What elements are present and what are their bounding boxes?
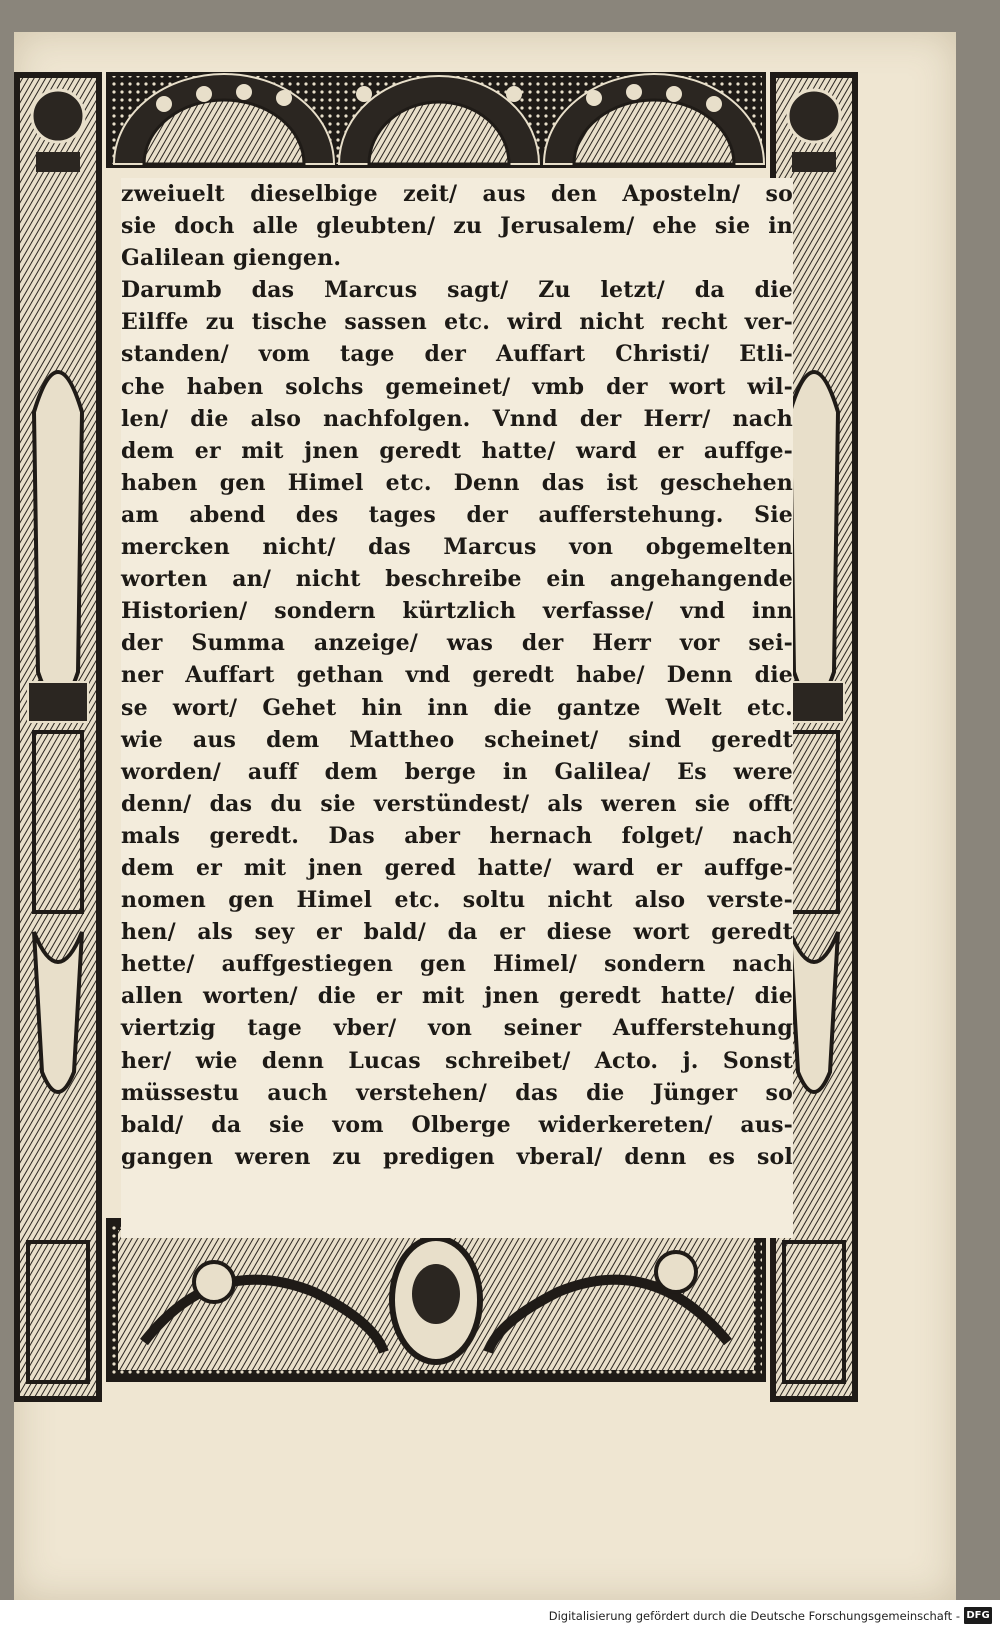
text-line: Eilffe zu tische sassen etc. wird nicht recht ver- bbox=[121, 309, 793, 336]
dfg-logo: DFG bbox=[964, 1607, 992, 1624]
text-line: gangen weren zu predigen vberal/ denn es sol bbox=[121, 1143, 793, 1170]
text-line: Galilean giengen. bbox=[121, 245, 342, 272]
text-line: worden/ auff dem berge in Galilea/ Es were bbox=[121, 758, 793, 785]
text-line: viertzig tage vber/ von seiner Aufferstehung bbox=[121, 1015, 793, 1042]
text-line: wie aus dem Mattheo scheinet/ sind geredt bbox=[121, 726, 793, 753]
text-line: der Summa anzeige/ was der Herr vor sei- bbox=[121, 630, 793, 657]
left-pillar-ornament bbox=[14, 72, 102, 1402]
text-line: her/ wie denn Lucas schreibet/ Acto. j. Sonst bbox=[121, 1047, 793, 1074]
text-line: che haben solchs gemeinet/ vmb der wort wil- bbox=[121, 373, 793, 400]
text-line: len/ die also nachfolgen. Vnnd der Herr/ nach bbox=[121, 405, 793, 432]
text-line: worten an/ nicht beschreibe ein angehangende bbox=[121, 566, 793, 593]
text-line: nomen gen Himel etc. soltu nicht also verste- bbox=[121, 887, 793, 914]
text-line: am abend des tages der aufferstehung. Sie bbox=[121, 501, 793, 528]
text-line: dem er mit jnen gered hatte/ ward er auffge- bbox=[121, 854, 793, 881]
text-line: se wort/ Gehet hin inn die gantze Welt etc. bbox=[121, 694, 793, 721]
text-line: standen/ vom tage der Auffart Christi/ Etli- bbox=[121, 341, 793, 368]
text-line: Darumb das Marcus sagt/ Zu letzt/ da die bbox=[121, 277, 793, 304]
text-line: mals geredt. Das aber hernach folget/ nach bbox=[121, 822, 793, 849]
text-line: zweiuelt dieselbige zeit/ aus den Aposteln/ so bbox=[121, 181, 793, 207]
top-ornament-panel bbox=[106, 72, 766, 168]
text-line: müssestu auch verstehen/ das die Jünger so bbox=[121, 1079, 793, 1106]
text-line: denn/ das du sie verstündest/ als weren sie offt bbox=[121, 790, 793, 817]
text-line: hette/ auffgestiegen gen Himel/ sondern nach bbox=[121, 951, 793, 978]
page-text bbox=[121, 178, 793, 1238]
footer-bar bbox=[0, 1600, 1000, 1632]
funding-credit: Digitalisierung gefördert durch die Deutsche Forschungsgemeinschaft - bbox=[548, 1609, 960, 1623]
text-line: hen/ als sey er bald/ da er diese wort geredt bbox=[121, 919, 793, 946]
text-line: mercken nicht/ das Marcus von obgemelten bbox=[121, 534, 793, 561]
book-page bbox=[14, 32, 956, 1600]
text-line: dem er mit jnen geredt hatte/ ward er auffge- bbox=[121, 437, 793, 464]
text-line: Historien/ sondern kürtzlich verfasse/ vnd inn bbox=[121, 598, 793, 625]
bottom-ornament-panel bbox=[106, 1218, 766, 1382]
text-line: sie doch alle gleubten/ zu Jerusalem/ ehe sie in bbox=[121, 213, 793, 240]
text-line: bald/ da sie vom Olberge widerkereten/ aus- bbox=[121, 1111, 793, 1138]
text-line: haben gen Himel etc. Denn das ist geschehen bbox=[121, 469, 793, 496]
text-line: allen worten/ die er mit jnen geredt hatte/ die bbox=[121, 983, 793, 1010]
text-line: ner Auffart gethan vnd geredt habe/ Denn die bbox=[121, 662, 793, 689]
